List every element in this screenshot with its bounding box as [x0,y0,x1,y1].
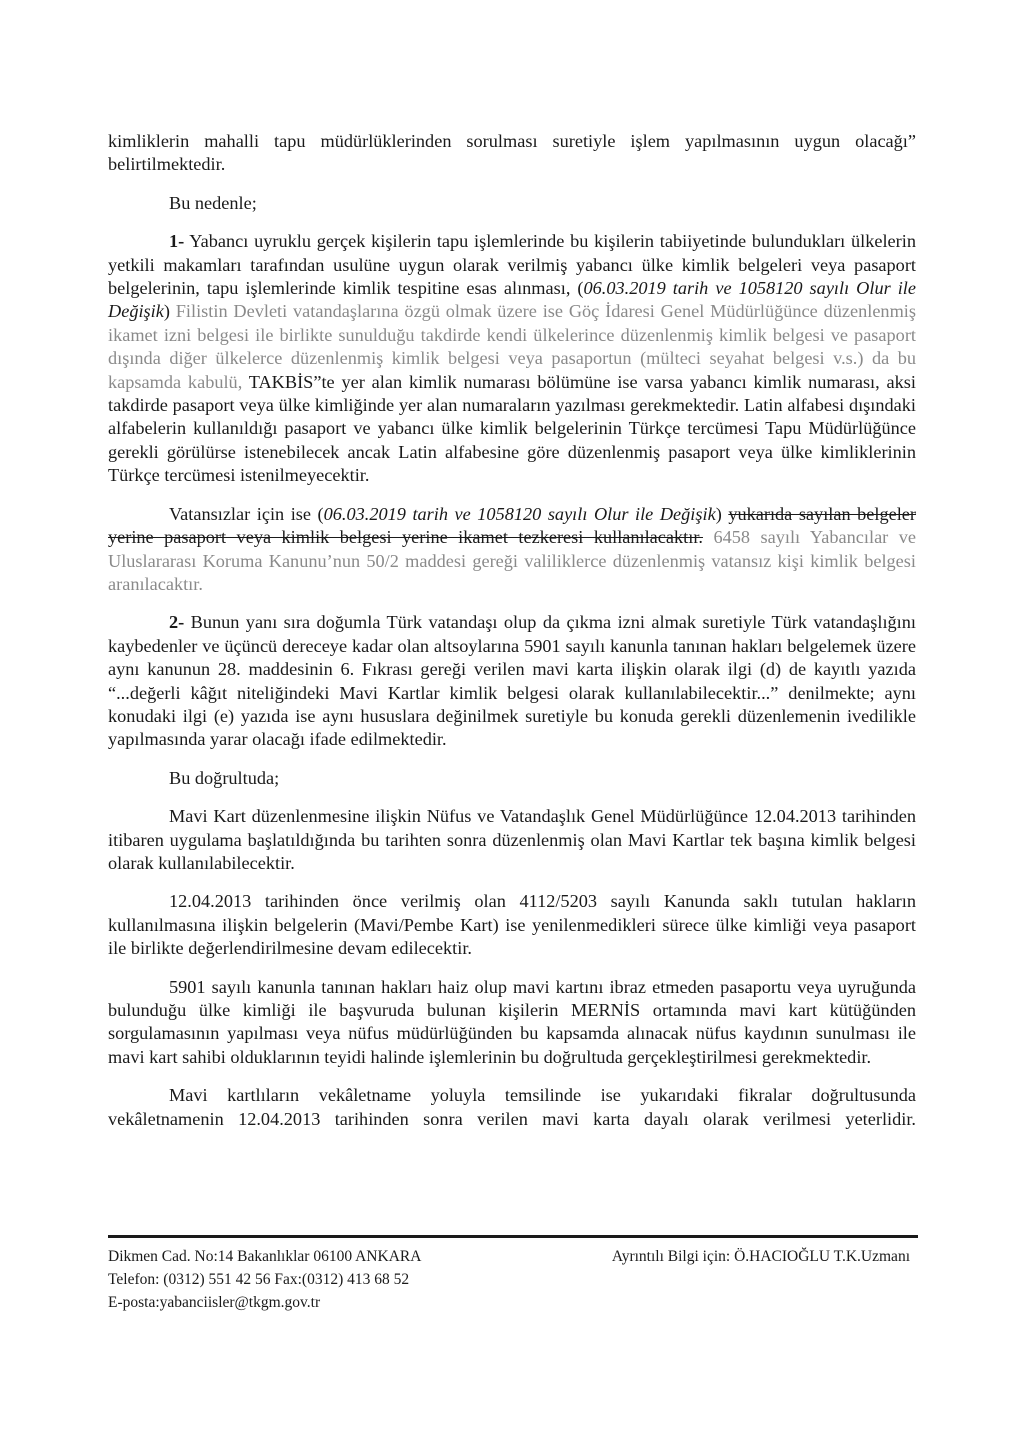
struck-text: yukarıda sayılan belgeler yerine pasaport veya kimlik belgesi yerine ikamet tezkeresi kullanılacaktır. [108,503,917,548]
amendment-reference: 06.03.2019 tarih ve 1058120 sayılı Olur ile Değişik [323,503,716,524]
footer-phone: Telefon: (0312) 551 42 56 Fax:(0312) 413 68 52 [108,1271,410,1288]
amended-text: Filistin Devleti vatandaşlarına özgü olmak üzere ise Göç İdaresi Genel Müdürlüğünce düzenlenmiş ikamet izni belgesi ile birlikte sunulduğu takdirde kendi ülkelerince düzenlenmiş kimlik belgesi ve pasaport dışında diğer ülkelerce düzenlenmiş kimlik belgesi veya pasaportun (mülteci seyahat belgesi v.s.) da bu kapsamda kabulü, [108,301,916,392]
paragraph-intro: Bu nedenle; [169,192,257,213]
paragraph-accordingly: Bu doğrultuda; [169,767,280,788]
paragraph-item-1 [108,230,916,487]
paragraph-mernis: 5901 sayılı kanunla tanınan hakları haiz olup mavi kartını ibraz etmeden pasaportu veya uyruğunda bulunduğu ülke kimliği ile başvuruda bulunan kişilerin MERNİS ortamında mavi kart kütüğünden sorgulamasının yapılması veya nüfus müdürlüğünden bu kapsamda alınacak nüfus kaydının sunulması ile mavi kart sahibi olduklarının teyidi halinde işlemlerinin bu doğrultuda gerçekleştirilmesi gerekmektedir. [108,976,916,1067]
item-number-2: 2- [169,612,185,633]
paragraph-continuation: kimliklerin mahalli tapu müdürlüklerinden sorulması suretiyle işlem yapılmasının uygun olacağı” belirtilmektedir. [108,131,916,175]
amendment-close: ) [163,301,170,322]
document-body [108,130,916,1146]
paragraph-blue-card: Mavi Kart düzenlenmesine ilişkin Nüfus ve Vatandaşlık Genel Müdürlüğünce 12.04.2013 tarihinden itibaren uygulama başlatıldığında bu tarihten sonra düzenlenmiş olan Mavi Kartlar tek başına kimlik belgesi olarak kullanılabilecektir. [108,806,916,873]
amended-text: 6458 sayılı Yabancılar ve Uluslararası Koruma Kanunu’nun 50/2 maddesi gereği valiliklerce düzenlenmiş vatansız kişi kimlik belgesi aranılacaktır. [108,527,916,594]
paragraph-before-2013: 12.04.2013 tarihinden önce verilmiş olan 4112/5203 sayılı Kanunda saklı tutulan hakların kullanılmasına ilişkin belgelerin (Mavi/Pembe Kart) ise yenilenmedikleri sürece ülke kimliği veya pasaport ile birlikte değerlendirilmesine devam edilecektir. [108,891,916,959]
footer-address: Dikmen Cad. No:14 Bakanlıklar 06100 ANKARA [108,1248,422,1265]
paragraph-proxy: Mavi kartlıların vekâletname yoluyla temsilinde ise yukarıdaki fikralar doğrultusunda vekâletnamenin 12.04.2013 tarihinden sonra verilen mavi karta dayalı olarak verilmesi yeterlidir. [108,1085,916,1129]
amendment-close: ) [715,503,722,524]
item-1-text: Yabancı uyruklu gerçek kişilerin tapu işlemlerinde bu kişilerin tabiiyetinde bulundukları ülkelerin yetkili makamları tarafından usulüne uygun olarak verilmiş yabancı ülke kimlik belgeleri veya pasaport belgelerinin, tapu işlemlerinde kimlik tespitine esas alınması, ( [108,231,916,299]
item-number-1: 1- [169,231,185,252]
item-2-text: Bunun yanı sıra doğumla Türk vatandaşı olup da çıkma izni almak suretiyle Türk vatandaşlığını kaybedenler ve üçüncü dereceye kadar olan altsoylarına 5901 sayılı kanunla tanınan hakları belgelemek üzere aynı kanunun 28. maddesinin 6. Fıkrası gereği verilen mavi karta ilişkin olarak ilgi (d) de kayıtlı yazıda “...değerli kâğıt niteliğindeki Mavi Kartlar kimlik belgesi olarak kullanılabilecektir...” denilmekte; aynı konudaki ilgi (e) yazıda ise aynı hususlara değinilmek suretiyle bu konuda gerekli düzenlemenin ivedilikle yapılmasında yarar olacağı ifade edilmektedir. [108,612,916,750]
paragraph-stateless [108,503,916,597]
paragraph-item-2 [108,611,916,751]
stateless-text: Vatansızlar için ise ( [169,503,324,524]
amendment-reference: 06.03.2019 tarih ve 1058120 sayılı Olur ile Değişik [108,278,916,322]
footer [108,1245,918,1314]
footer-divider [108,1235,918,1238]
item-1-text-cont: TAKBİS”te yer alan kimlik numarası bölümüne ise varsa yabancı kimlik numarası, aksi takdirde pasaport veya ülke kimliğinde yer alan numaraların yazılması gerekmektedir. Latin alfabesi dışındaki alfabelerin kullanıldığı pasaport ve yabancı ülke kimlik belgelerinin Türkçe tercümesi Tapu Müdürlüğünce gerekli görülürse istenebilecek ancak Latin alfabesine göre düzenlenmiş pasaport veya ülke kimliklerinin Türkçe tercümesi istenilmeyecektir. [108,371,916,486]
footer-contact: Ayrıntılı Bilgi için: Ö.HACIOĞLU T.K.Uzmanı [611,1248,910,1265]
footer-email: E-posta:yabanciisler@tkgm.gov.tr [108,1294,321,1311]
